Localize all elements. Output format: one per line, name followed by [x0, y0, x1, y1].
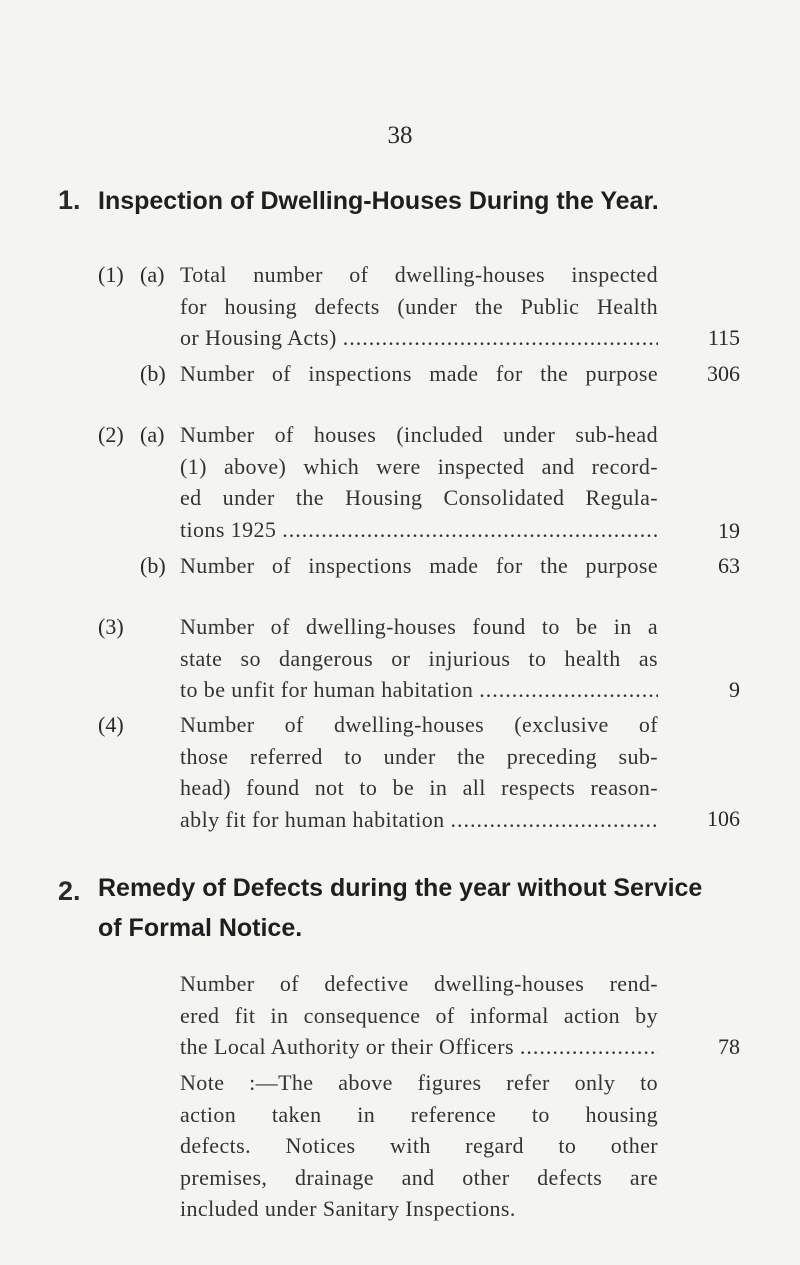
page-number: 38	[387, 122, 413, 149]
item-4-text	[180, 709, 658, 835]
item-1a-text	[180, 259, 658, 354]
item-1a-line-2: for housing defects (under the Public Health	[180, 293, 658, 319]
note-line-1: Note :—The above figures refer only to	[180, 1070, 658, 1095]
section-2-title	[98, 868, 702, 948]
item-1b-value: 306	[707, 361, 740, 386]
leader-dots	[282, 517, 658, 542]
item-4-line-4	[180, 804, 658, 836]
section-1-title: Inspection of Dwelling-Houses During the Year.	[98, 187, 659, 215]
item-1a-line-3	[180, 322, 658, 354]
section-2-item-line-3-text: the Local Authority or their Officers	[180, 1034, 514, 1059]
section-2-number: 2.	[58, 876, 81, 906]
item-4-value: 106	[707, 806, 740, 831]
leader-dots	[520, 1034, 658, 1059]
item-2a-line-1: Number of houses (included under sub-head	[180, 422, 658, 447]
item-1b-line-1: Number of inspections made for the purpose	[180, 361, 658, 386]
item-4-line-4-text: ably fit for human habitation	[180, 806, 445, 832]
item-2-number: (2)	[98, 422, 124, 447]
item-2b-sub: (b)	[140, 553, 166, 578]
note-line-4: premises, drainage and other defects are	[180, 1164, 658, 1190]
item-1-number: (1)	[98, 262, 124, 287]
section-2-item-text	[180, 968, 658, 1063]
item-2a-line-3: ed under the Housing Consolidated Regula-	[180, 485, 658, 510]
section-2-item-line-3	[180, 1031, 658, 1063]
item-2a-value: 19	[718, 518, 740, 543]
item-3-line-3-text: to be unfit for human habitation	[180, 677, 474, 702]
item-1a-line-1: Total number of dwelling-houses inspected	[180, 262, 658, 287]
item-2b-value: 63	[718, 553, 740, 578]
item-2a-line-4	[180, 514, 658, 546]
item-1b-text	[180, 358, 658, 390]
item-1a-sub: (a)	[140, 262, 165, 287]
item-2b-text	[180, 550, 658, 582]
section-2-title-line-2: of Formal Notice.	[98, 914, 303, 942]
item-2a-line-2: (1) above) which were inspected and record-	[180, 453, 658, 479]
item-2b-line-1: Number of inspections made for the purpose	[180, 553, 658, 578]
item-2a-line-4-text: tions 1925	[180, 516, 277, 542]
item-4-number: (4)	[98, 712, 124, 737]
item-1a-value: 115	[707, 325, 740, 350]
item-3-line-2: state so dangerous or injurious to health as	[180, 645, 658, 671]
section-2-title-line-1: Remedy of Defects during the year without Service	[98, 874, 703, 902]
item-4-line-2: those referred to under the preceding sub-	[180, 743, 658, 769]
leader-dots	[479, 677, 658, 702]
item-1a-line-3-text: or Housing Acts)	[180, 325, 337, 350]
section-1-number: 1.	[58, 185, 81, 215]
note-text	[180, 1067, 658, 1225]
note-line-3: defects. Notices with regard to other	[180, 1133, 658, 1158]
item-4-line-3: head) found not to be in all respects reason-	[180, 775, 658, 800]
item-4-line-1: Number of dwelling-houses (exclusive of	[180, 712, 658, 737]
item-3-value: 9	[729, 677, 740, 702]
leader-dots	[451, 807, 658, 832]
section-2-item-line-2: ered fit in consequence of informal action by	[180, 1002, 658, 1028]
item-3-number: (3)	[98, 614, 124, 639]
section-2-item-value: 78	[718, 1034, 740, 1059]
section-2-item-line-1: Number of defective dwelling-houses rend-	[180, 971, 658, 996]
item-3-line-3	[180, 674, 658, 706]
item-2a-sub: (a)	[140, 422, 165, 447]
item-3-line-1: Number of dwelling-houses found to be in a	[180, 614, 658, 639]
item-3-text	[180, 611, 658, 706]
leader-dots	[343, 325, 658, 350]
note-line-5: included under Sanitary Inspections.	[180, 1196, 516, 1221]
note-line-2: action taken in reference to housing	[180, 1101, 658, 1127]
item-1b-sub: (b)	[140, 361, 166, 386]
item-2a-text	[180, 419, 658, 545]
